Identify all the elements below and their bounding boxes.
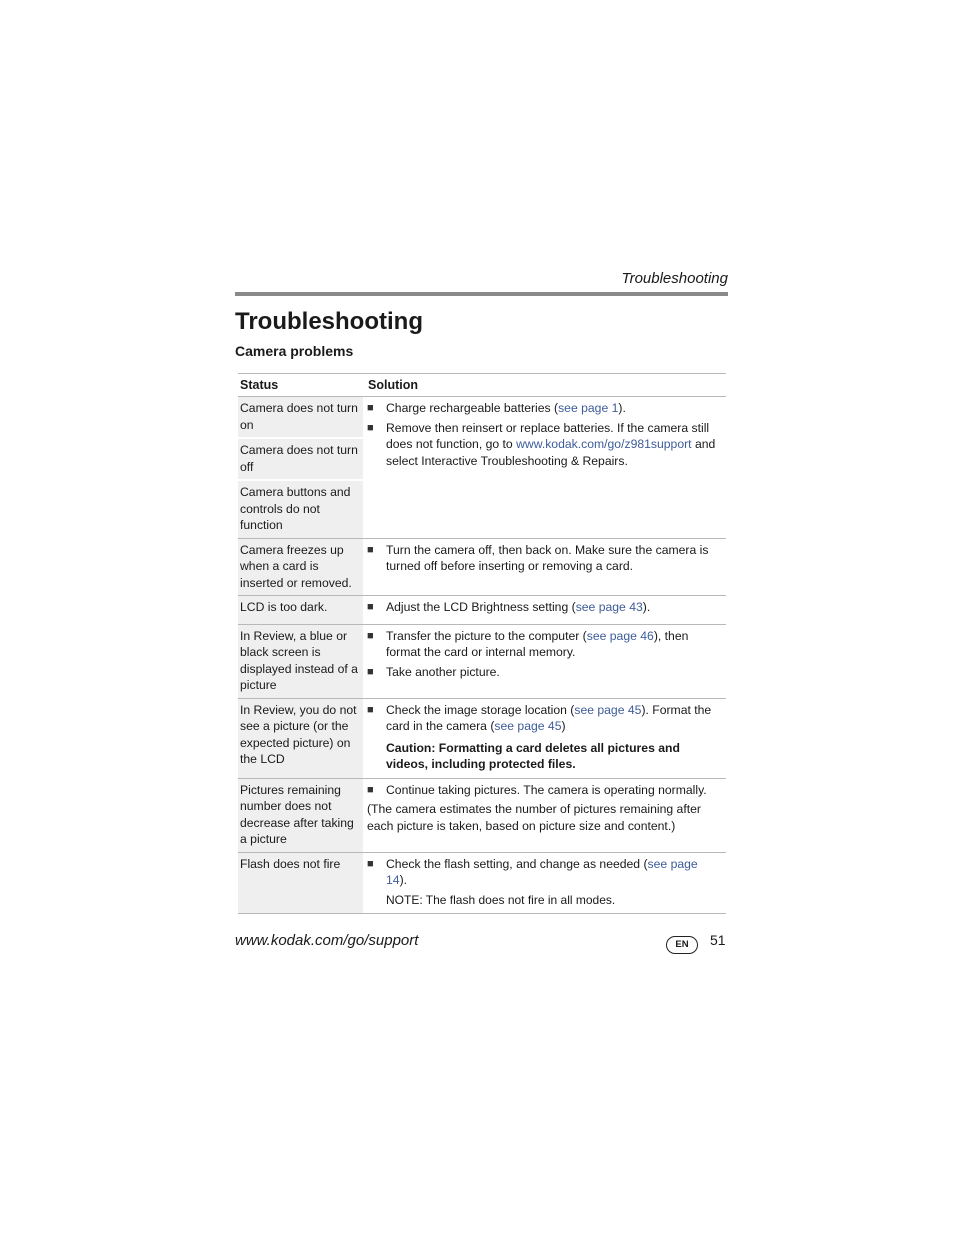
- status-cell: Pictures remaining number does not decrease after taking a picture: [240, 782, 354, 846]
- table-row: [238, 397, 726, 539]
- list-item: [367, 856, 722, 889]
- solution-text: ).: [399, 873, 408, 887]
- page-title: Troubleshooting: [235, 308, 423, 335]
- see-page-45-link[interactable]: see page 45: [574, 702, 642, 717]
- list-item: [367, 542, 722, 575]
- solution-cell: [363, 625, 726, 698]
- solution-text: Check the flash setting, and change as needed (: [386, 856, 648, 871]
- col-header-status: Status: [240, 377, 279, 392]
- solution-cell: [363, 596, 726, 624]
- square-bullet-icon: ■: [367, 421, 374, 434]
- see-page-1-link[interactable]: see page 1: [558, 401, 619, 415]
- status-cell: In Review, you do not see a picture (or the expected picture) on the LCD: [240, 702, 357, 766]
- solution-text: and select Interactive Troubleshooting & Repairs.: [386, 437, 716, 468]
- list-item: [367, 599, 722, 616]
- solution-cell: [363, 397, 726, 538]
- solution-text: Continue taking pictures. The camera is operating normally.: [386, 782, 707, 797]
- solution-cell: [363, 539, 726, 596]
- square-bullet-icon: ■: [367, 601, 374, 613]
- solution-text: ), then format the card or internal memory.: [386, 628, 689, 659]
- status-cell: In Review, a blue or black screen is displayed instead of a picture: [240, 628, 358, 692]
- page-number: 51: [710, 932, 726, 948]
- status-cell: Camera freezes up when a card is inserted or removed.: [240, 542, 352, 590]
- status-cell: Flash does not fire: [240, 856, 341, 871]
- solution-text: Take another picture.: [386, 664, 500, 679]
- solution-text: ).: [618, 401, 626, 415]
- status-cell: Camera buttons and controls do not function: [238, 479, 363, 538]
- caution-text: Caution: Formatting a card deletes all pictures and videos, including protected files.: [386, 740, 680, 771]
- solution-cell: [363, 699, 726, 778]
- support-url-link[interactable]: www.kodak.com/go/z981support: [516, 437, 692, 451]
- section-title: Camera problems: [235, 343, 354, 359]
- table-row: [238, 539, 726, 597]
- status-cell: LCD is too dark.: [240, 600, 328, 614]
- running-header: Troubleshooting: [621, 270, 728, 287]
- solution-note: (The camera estimates the number of pictures remaining after each picture is taken, based on picture size and content.): [367, 802, 701, 833]
- table-row: [238, 853, 726, 915]
- footer-support-link[interactable]: www.kodak.com/go/support: [235, 932, 419, 949]
- list-item: [367, 420, 722, 470]
- square-bullet-icon: ■: [367, 629, 374, 642]
- solution-text: Transfer the picture to the computer (: [386, 628, 587, 643]
- col-header-solution: Solution: [368, 377, 418, 392]
- solution-text: ): [561, 719, 566, 733]
- solution-text: Check the image storage location (: [386, 702, 575, 717]
- status-cell: Camera does not turn on: [240, 401, 358, 432]
- table-row: [238, 625, 726, 699]
- square-bullet-icon: ■: [367, 703, 374, 716]
- see-page-14-link[interactable]: see page 14: [386, 856, 698, 887]
- table-row: [238, 699, 726, 779]
- solution-text: Turn the camera off, then back on. Make sure the camera is turned off before inserting or removing a card.: [386, 542, 709, 573]
- table-row: [238, 779, 726, 853]
- solution-text: ). Format the card in the camera (: [386, 702, 712, 733]
- note-text: NOTE: The flash does not fire in all modes.: [386, 892, 616, 907]
- solution-text: ).: [642, 600, 651, 614]
- solution-text: Remove then reinsert or replace batteries. If the camera still does not function, go to: [386, 420, 710, 451]
- square-bullet-icon: ■: [367, 402, 374, 414]
- square-bullet-icon: ■: [367, 783, 374, 796]
- square-bullet-icon: ■: [367, 857, 374, 870]
- solution-text: Charge rechargeable batteries (: [386, 401, 559, 415]
- list-item: [367, 628, 722, 661]
- language-badge: EN: [666, 936, 698, 954]
- status-cell: Camera does not turn off: [238, 437, 363, 479]
- list-item: [367, 400, 722, 417]
- see-page-45-link[interactable]: see page 45: [494, 719, 562, 733]
- troubleshooting-table: [238, 373, 726, 914]
- table-header: [238, 373, 726, 397]
- list-item: [367, 702, 722, 735]
- solution-cell: [363, 853, 726, 914]
- see-page-43-link[interactable]: see page 43: [575, 600, 643, 614]
- solution-text: Adjust the LCD Brightness setting (: [386, 600, 576, 614]
- list-item: [367, 782, 722, 799]
- square-bullet-icon: ■: [367, 543, 374, 556]
- table-row: [238, 596, 726, 625]
- header-rule: [235, 292, 728, 296]
- see-page-46-link[interactable]: see page 46: [586, 628, 654, 643]
- solution-cell: [363, 779, 726, 852]
- square-bullet-icon: ■: [367, 665, 374, 678]
- list-item: [367, 664, 722, 681]
